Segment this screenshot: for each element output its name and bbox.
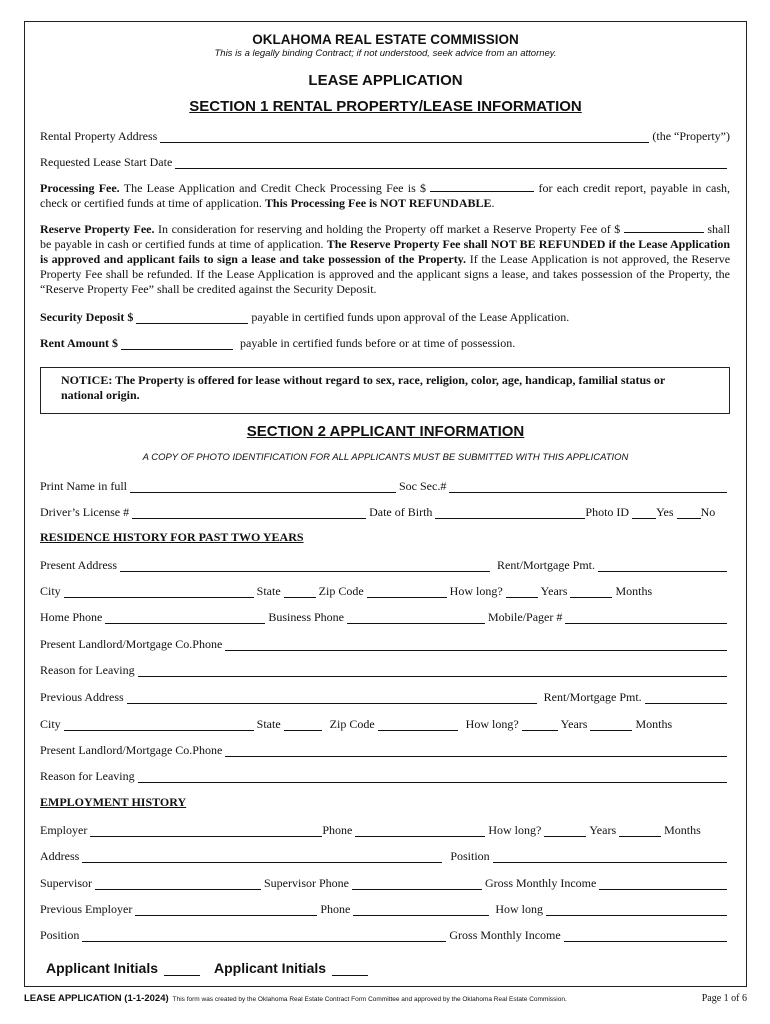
security-deposit-field[interactable] <box>136 312 248 324</box>
prev-reason-leaving-label: Reason for Leaving <box>40 769 135 783</box>
supervisor-phone-field[interactable] <box>352 878 482 890</box>
home-phone-label: Home Phone <box>40 610 103 624</box>
prev-zip-label: Zip Code <box>329 717 375 731</box>
state-label: State <box>256 584 281 598</box>
prev-rent-mortgage-field[interactable] <box>645 692 727 704</box>
photo-id-yes-label: Yes <box>656 505 674 519</box>
processing-fee-text-2: for each credit report, payable in cash, check or certified funds at time of application. <box>40 181 730 210</box>
city-field[interactable] <box>64 586 254 598</box>
position-field[interactable] <box>493 851 727 863</box>
rent-amount-label: Rent Amount $ <box>40 336 119 350</box>
previous-address-row <box>40 688 730 704</box>
employer-phone-field[interactable] <box>355 825 485 837</box>
page-number: Page 1 of 6 <box>701 993 747 1004</box>
prev-landlord-phone-field[interactable] <box>225 745 727 757</box>
employer-address-label: Address <box>40 849 80 863</box>
previous-position-row <box>40 926 730 942</box>
form-code: LEASE APPLICATION (1-1-2024) <box>24 993 169 1004</box>
prev-rent-mortgage-label: Rent/Mortgage Pmt. <box>543 690 642 704</box>
lease-start-row <box>40 153 730 169</box>
print-name-label: Print Name in full <box>40 479 127 493</box>
reason-leaving-field[interactable] <box>138 665 727 677</box>
processing-fee-text: The Lease Application and Credit Check Processing Fee is $ <box>123 181 426 195</box>
prev-zip-field[interactable] <box>378 719 458 731</box>
reserve-fee-text-3: If the Lease Application is not approved, the Reserve Property Fee shall be refunded. If the Lease Application is approved and the applicant signs a lease, and takes possession of the Property, the “Reserve Property Fee” shall be credited against the Security Deposit. <box>40 252 731 296</box>
previous-employer-label: Previous Employer <box>40 902 133 916</box>
employer-address-row <box>40 847 730 863</box>
previous-address-label: Previous Address <box>40 690 124 704</box>
drivers-license-label: Driver’s License # <box>40 505 130 519</box>
employer-address-field[interactable] <box>82 851 442 863</box>
form-title: LEASE APPLICATION <box>308 72 463 89</box>
soc-sec-label: Soc Sec.# <box>399 479 447 493</box>
photo-id-yes-field[interactable] <box>632 507 656 519</box>
gross-income-field[interactable] <box>599 878 727 890</box>
name-row <box>40 477 730 493</box>
rental-address-label: Rental Property Address <box>40 129 158 143</box>
supervisor-phone-label: Supervisor Phone <box>264 876 349 890</box>
prev-position-label: Position <box>40 928 80 942</box>
present-address-label: Present Address <box>40 558 117 572</box>
previous-landlord-row <box>40 741 730 757</box>
position-label: Position <box>450 849 490 863</box>
years-field[interactable] <box>506 586 538 598</box>
reserve-fee-not-refunded: The Reserve Property Fee shall NOT BE REFUNDED if the Lease Application is approved and applicant fails to sign a lease and take possession of the Property. <box>40 237 730 266</box>
prev-state-field[interactable] <box>284 719 322 731</box>
employer-phone-label: Phone <box>322 823 353 837</box>
property-suffix: (the “Property”) <box>652 129 730 143</box>
license-row <box>40 503 730 519</box>
business-phone-field[interactable] <box>347 612 485 624</box>
business-phone-label: Business Phone <box>268 610 345 624</box>
prev-landlord-phone-label: Present Landlord/Mortgage Co.Phone <box>40 743 223 757</box>
months-label: Months <box>615 584 653 598</box>
employer-label: Employer <box>40 823 88 837</box>
photo-id-label: Photo ID <box>585 505 630 519</box>
employer-field[interactable] <box>90 825 322 837</box>
rent-mortgage-label: Rent/Mortgage Pmt. <box>497 558 595 572</box>
print-name-field[interactable] <box>130 481 396 493</box>
supervisor-row <box>40 874 730 890</box>
present-city-row <box>40 582 730 598</box>
applicant-initials-field-1[interactable] <box>164 962 200 976</box>
phones-row <box>40 608 730 624</box>
processing-fee-label: Processing Fee. <box>40 181 120 195</box>
zip-label: Zip Code <box>318 584 364 598</box>
employment-history-heading: EMPLOYMENT HISTORY <box>40 795 187 809</box>
mobile-label: Mobile/Pager # <box>488 610 563 624</box>
prev-employer-phone-field[interactable] <box>353 904 489 916</box>
landlord-phone-label: Present Landlord/Mortgage Co.Phone <box>40 637 223 651</box>
reserve-fee-text-2: shall be payable in cash or certified funds at time of application. <box>40 222 731 251</box>
present-reason-row <box>40 661 730 677</box>
prev-gross-income-label: Gross Monthly Income <box>449 928 561 942</box>
gross-income-label: Gross Monthly Income <box>485 876 597 890</box>
processing-fee-nonrefundable: This Processing Fee is NOT REFUNDABLE <box>264 196 492 210</box>
drivers-license-field[interactable] <box>132 507 366 519</box>
prev-years-label: Years <box>560 717 588 731</box>
rent-amount-text: payable in certified funds before or at time of possession. <box>240 336 516 350</box>
prev-months-label: Months <box>635 717 673 731</box>
zip-field[interactable] <box>367 586 447 598</box>
present-address-row <box>40 556 730 572</box>
previous-reason-row <box>40 767 730 783</box>
previous-address-field[interactable] <box>127 692 537 704</box>
prev-position-field[interactable] <box>82 930 446 942</box>
supervisor-label: Supervisor <box>40 876 92 890</box>
prev-months-field[interactable] <box>590 719 632 731</box>
photo-id-no-label: No <box>700 505 716 519</box>
prev-employer-how-long-label: How long <box>495 902 543 916</box>
applicant-initials-field-2[interactable] <box>332 962 368 976</box>
processing-fee-field[interactable] <box>430 181 534 192</box>
security-deposit-text: payable in certified funds upon approval of the Lease Application. <box>251 310 570 324</box>
lease-start-field[interactable] <box>175 157 727 169</box>
prev-employer-how-long-field[interactable] <box>546 904 727 916</box>
applicant-initials-label-1: Applicant Initials <box>46 960 159 976</box>
employer-row <box>40 821 730 837</box>
rent-mortgage-field[interactable] <box>598 560 727 572</box>
home-phone-field[interactable] <box>105 612 265 624</box>
employer-months-field[interactable] <box>619 825 661 837</box>
reserve-fee-field[interactable] <box>624 222 704 233</box>
form-footnote: This form was created by the Oklahoma Real Estate Contract Form Committee and approved by the Oklahoma Real Estate Commission. <box>172 996 567 1003</box>
prev-how-long-label: How long? <box>465 717 519 731</box>
processing-fee-paragraph: Processing Fee. The Lease Application and Credit Check Processing Fee is $ for each credit report, payable in cash, check or certified funds at time of application. This Processing Fee is NOT REFUNDABLE. <box>40 181 730 210</box>
residence-history-heading: RESIDENCE HISTORY FOR PAST TWO YEARS <box>40 530 304 544</box>
legal-disclaimer: This is a legally binding Contract; if not understood, seek advice from an attorney. <box>214 48 557 59</box>
rent-amount-field[interactable] <box>121 338 233 350</box>
fair-housing-notice: NOTICE: The Property is offered for lease without regard to sex, race, religion, color, age, handicap, familial status or national origin. <box>40 367 730 414</box>
prev-reason-leaving-field[interactable] <box>138 771 727 783</box>
mobile-field[interactable] <box>565 612 727 624</box>
present-address-field[interactable] <box>120 560 490 572</box>
prev-employer-phone-label: Phone <box>320 902 351 916</box>
soc-sec-field[interactable] <box>449 481 727 493</box>
applicant-initials <box>46 960 382 976</box>
security-deposit-row <box>40 308 730 324</box>
organization-title: OKLAHOMA REAL ESTATE COMMISSION <box>252 32 519 47</box>
years-label: Years <box>540 584 568 598</box>
prev-gross-income-field[interactable] <box>564 930 727 942</box>
photo-id-note: A COPY OF PHOTO IDENTIFICATION FOR ALL APPLICANTS MUST BE SUBMITTED WITH THIS APPLICATION <box>142 452 629 463</box>
section1-title: SECTION 1 RENTAL PROPERTY/LEASE INFORMATION <box>189 98 582 115</box>
previous-employer-row <box>40 900 730 916</box>
applicant-initials-label-2: Applicant Initials <box>214 960 327 976</box>
state-field[interactable] <box>284 586 316 598</box>
rent-amount-row <box>40 334 730 350</box>
section2-title: SECTION 2 APPLICANT INFORMATION <box>246 423 525 440</box>
city-label: City <box>40 584 61 598</box>
reserve-fee-text: In consideration for reserving and holding the Property off market a Reserve Property Fee of $ <box>158 222 621 236</box>
rental-address-field[interactable] <box>160 131 649 143</box>
lease-start-label: Requested Lease Start Date <box>40 155 173 169</box>
reserve-fee-paragraph <box>40 222 730 297</box>
how-long-label: How long? <box>449 584 503 598</box>
landlord-phone-field[interactable] <box>225 639 727 651</box>
reserve-fee-label: Reserve Property Fee. <box>40 222 155 236</box>
dob-label: Date of Birth <box>369 505 433 519</box>
prev-state-label: State <box>256 717 281 731</box>
employer-years-label: Years <box>589 823 617 837</box>
prev-city-field[interactable] <box>64 719 254 731</box>
photo-id-no-field[interactable] <box>677 507 701 519</box>
present-landlord-row <box>40 635 730 651</box>
employer-years-field[interactable] <box>544 825 586 837</box>
employer-months-label: Months <box>664 823 701 837</box>
reason-leaving-label: Reason for Leaving <box>40 663 135 677</box>
security-deposit-label: Security Deposit $ <box>40 310 134 324</box>
prev-years-field[interactable] <box>522 719 558 731</box>
previous-city-row <box>40 715 730 731</box>
dob-field[interactable] <box>435 507 585 519</box>
prev-city-label: City <box>40 717 61 731</box>
rental-address-row <box>40 127 730 143</box>
months-field[interactable] <box>570 586 612 598</box>
supervisor-field[interactable] <box>95 878 261 890</box>
employer-how-long-label: How long? <box>488 823 542 837</box>
previous-employer-field[interactable] <box>135 904 317 916</box>
page-footer <box>24 993 747 1005</box>
